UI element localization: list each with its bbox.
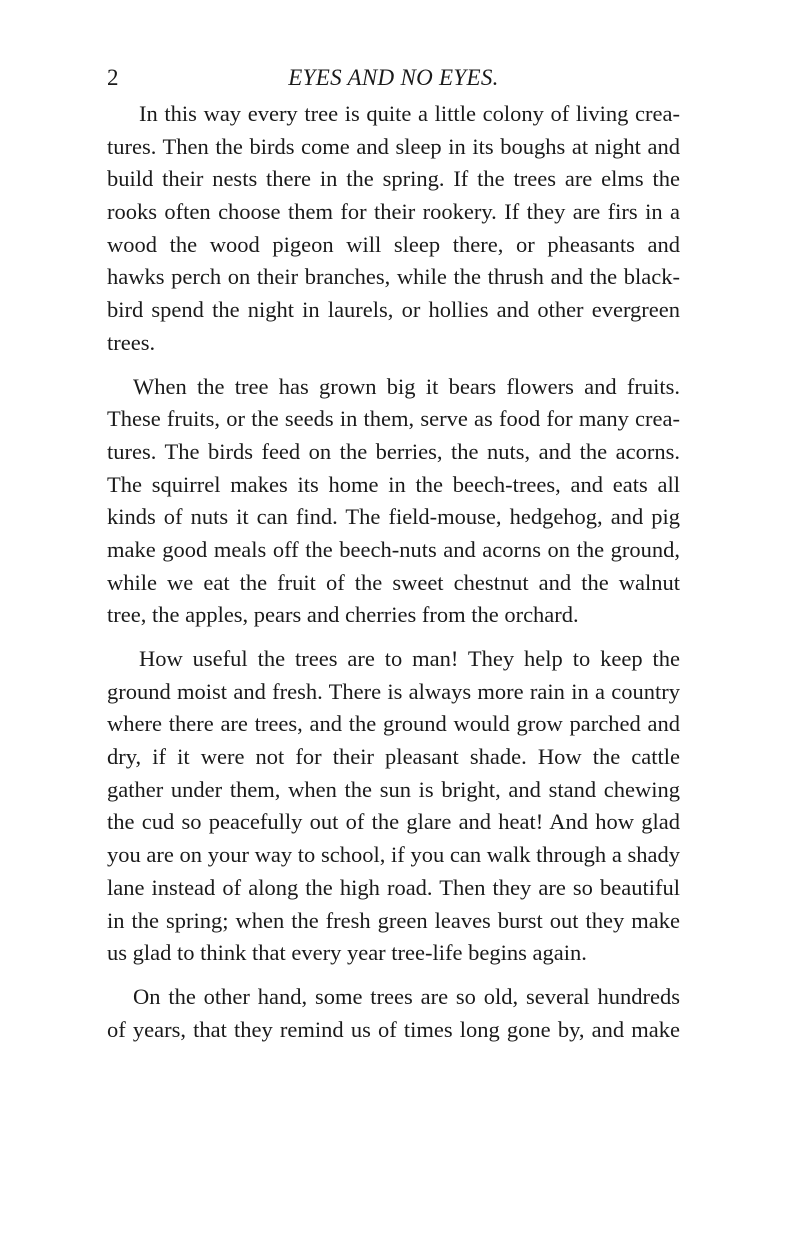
text-line: ground moist and fresh. There is always more rain in a country [107,678,680,704]
running-head [107,58,680,98]
paragraph-gap [107,970,680,981]
text-line: How useful the trees are to man! They help to keep the [139,646,680,671]
text-line: make good meals off the beech-nuts and acorns on the ground, [107,536,680,562]
text-line: tures. Then the birds come and sleep in its boughs at night and [107,133,680,159]
text-line: On the other hand, some trees are so old, several hundreds [133,983,680,1009]
text-line: the cud so peacefully out of the glare and heat! And how glad [107,809,680,835]
paragraph [107,371,680,633]
text-line: of years, that they remind us of times long gone by, and make [107,1016,680,1042]
text-line: In this way every tree is quite a little colony of living crea- [139,101,680,126]
paragraph [107,981,680,1046]
page-number: 2 [107,65,119,90]
text-line: while we eat the fruit of the sweet chestnut and the walnut [107,569,680,595]
text-line: These fruits, or the seeds in them, serve as food for many crea- [107,406,680,432]
text-line: build their nests there in the spring. If the trees are elms the [107,166,680,192]
text-line: rooks often choose them for their rookery. If they are firs in a [107,199,680,225]
text-line: hawks perch on their branches, while the thrush and the black- [107,264,680,290]
paragraph-gap [107,632,680,643]
running-head-title: EYES AND NO EYES. [288,65,499,90]
paragraph [107,98,680,360]
paragraph [107,643,680,970]
body-text [107,98,680,1046]
text-line: The squirrel makes its home in the beech-trees, and eats all [107,471,680,497]
text-line: trees. [107,329,156,355]
text-line: you are on your way to school, if you can walk through a shady [107,842,680,868]
paragraph-gap [107,360,680,371]
book-page [107,58,680,1046]
text-line: dry, if it were not for their pleasant shade. How the cattle [107,744,680,770]
text-line: tree, the apples, pears and cherries from the orchard. [107,602,579,628]
text-line: us glad to think that every year tree-life begins again. [107,940,587,966]
text-line: gather under them, when the sun is bright, and stand chewing [107,776,680,802]
text-line: When the tree has grown big it bears flowers and fruits. [133,373,680,399]
text-line: tures. The birds feed on the berries, the nuts, and the acorns. [107,438,680,464]
text-line: in the spring; when the fresh green leaves burst out they make [107,907,680,933]
text-line: lane instead of along the high road. Then they are so beautiful [107,874,680,900]
text-line: where there are trees, and the ground would grow parched and [107,711,680,737]
text-line: bird spend the night in laurels, or hollies and other evergreen [107,297,680,323]
text-line: wood the wood pigeon will sleep there, or pheasants and [107,231,680,257]
text-line: kinds of nuts it can find. The field-mouse, hedgehog, and pig [107,504,680,530]
